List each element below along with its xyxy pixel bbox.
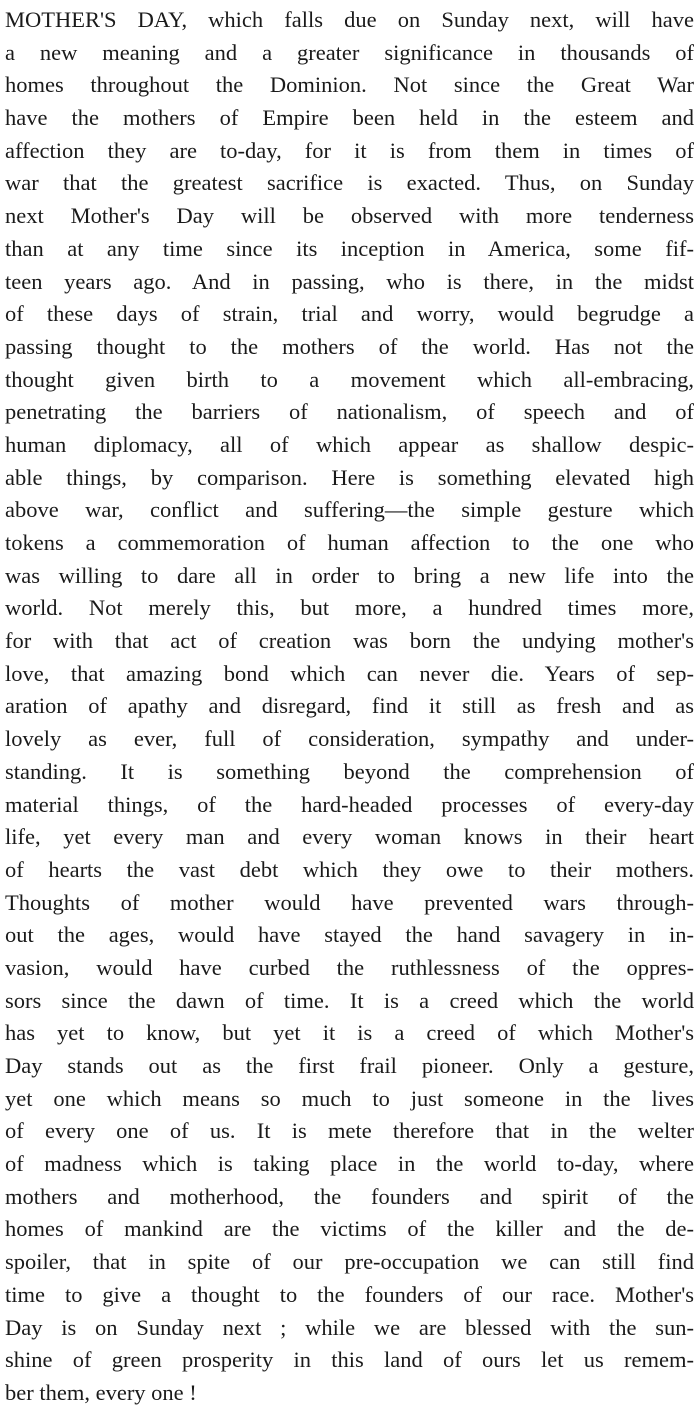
article-line: a new meaning and a greater significance in thousands of — [5, 39, 694, 65]
article-line: time to give a thought to the founders of our race. Mother's — [5, 1281, 694, 1307]
article-line: thought given birth to a movement which all-embracing, — [5, 366, 694, 392]
article-line: life, yet every man and every woman knows in their heart — [5, 824, 694, 850]
article-line: Day stands out as the first frail pioneer. Only a gesture, — [5, 1053, 694, 1078]
article-line: mothers and motherhood, the founders and spirit of the — [5, 1183, 694, 1209]
article-line: have the mothers of Empire been held in the esteem and — [5, 105, 694, 131]
article-line: human diplomacy, all of which appear as shallow despic- — [5, 431, 694, 457]
article-line: yet one which means so much to just someone in the lives — [5, 1085, 694, 1111]
article-line: homes of mankind are the victims of the killer and the de- — [5, 1216, 694, 1242]
article-line: world. Not merely this, but more, a hundred times more, — [5, 595, 694, 621]
article-line: of madness which is taking place in the world to-day, where — [5, 1151, 694, 1177]
article-line: sors since the dawn of time. It is a creed which the world — [5, 987, 694, 1013]
article-line: affection they are to-day, for it is from them in times of — [5, 137, 694, 163]
article-line: teen years ago. And in passing, who is there, in the midst — [5, 268, 694, 294]
article-line: for with that act of creation was born the undying mother's — [5, 628, 694, 654]
article-line: of these days of strain, trial and worry, would begrudge a — [5, 301, 694, 327]
article-line: was willing to dare all in order to bring a new life into the — [5, 562, 694, 588]
article-line: spoiler, that in spite of our pre-occupation we can still find — [5, 1249, 694, 1275]
article-line: standing. It is something beyond the comprehension of — [5, 758, 694, 784]
article-line: vasion, would have curbed the ruthlessness of the oppres- — [5, 954, 694, 980]
article-line: love, that amazing bond which can never die. Years of sep- — [5, 660, 694, 686]
article-line: penetrating the barriers of nationalism, of speech and of — [5, 399, 694, 425]
article-line: than at any time since its inception in America, some fif- — [5, 235, 694, 261]
article-line: lovely as ever, full of consideration, sympathy and under- — [5, 726, 694, 752]
article-line-last: ber them, every one ! — [5, 1379, 197, 1405]
article-line: material things, of the hard-headed processes of every-day — [5, 791, 694, 817]
article-line: war that the greatest sacrifice is exacted. Thus, on Sunday — [5, 170, 694, 196]
article-line: out the ages, would have stayed the hand savagery in in- — [5, 922, 694, 948]
article-line: able things, by comparison. Here is something elevated high — [5, 464, 694, 490]
article-line: of every one of us. It is mete therefore that in the welter — [5, 1118, 694, 1144]
article-line: aration of apathy and disregard, find it still as fresh and as — [5, 693, 694, 719]
article-line: tokens a commemoration of human affection to the one who — [5, 530, 694, 555]
article-line: MOTHER'S DAY, which falls due on Sunday next, will have — [5, 7, 694, 32]
article-line: next Mother's Day will be observed with more tenderness — [5, 203, 694, 229]
article-line: Thoughts of mother would have prevented wars through- — [5, 889, 694, 915]
article-line: above war, conflict and suffering—the simple gesture which — [5, 497, 694, 523]
article-line: shine of green prosperity in this land of ours let us remem- — [5, 1347, 694, 1373]
article-line: of hearts the vast debt which they owe to their mothers. — [5, 856, 694, 882]
article-line: passing thought to the mothers of the world. Has not the — [5, 333, 694, 359]
article-line: Day is on Sunday next ; while we are blessed with the sun- — [5, 1314, 694, 1340]
article-line: homes throughout the Dominion. Not since the Great War — [5, 72, 694, 98]
article-line: has yet to know, but yet it is a creed of which Mother's — [5, 1020, 694, 1046]
